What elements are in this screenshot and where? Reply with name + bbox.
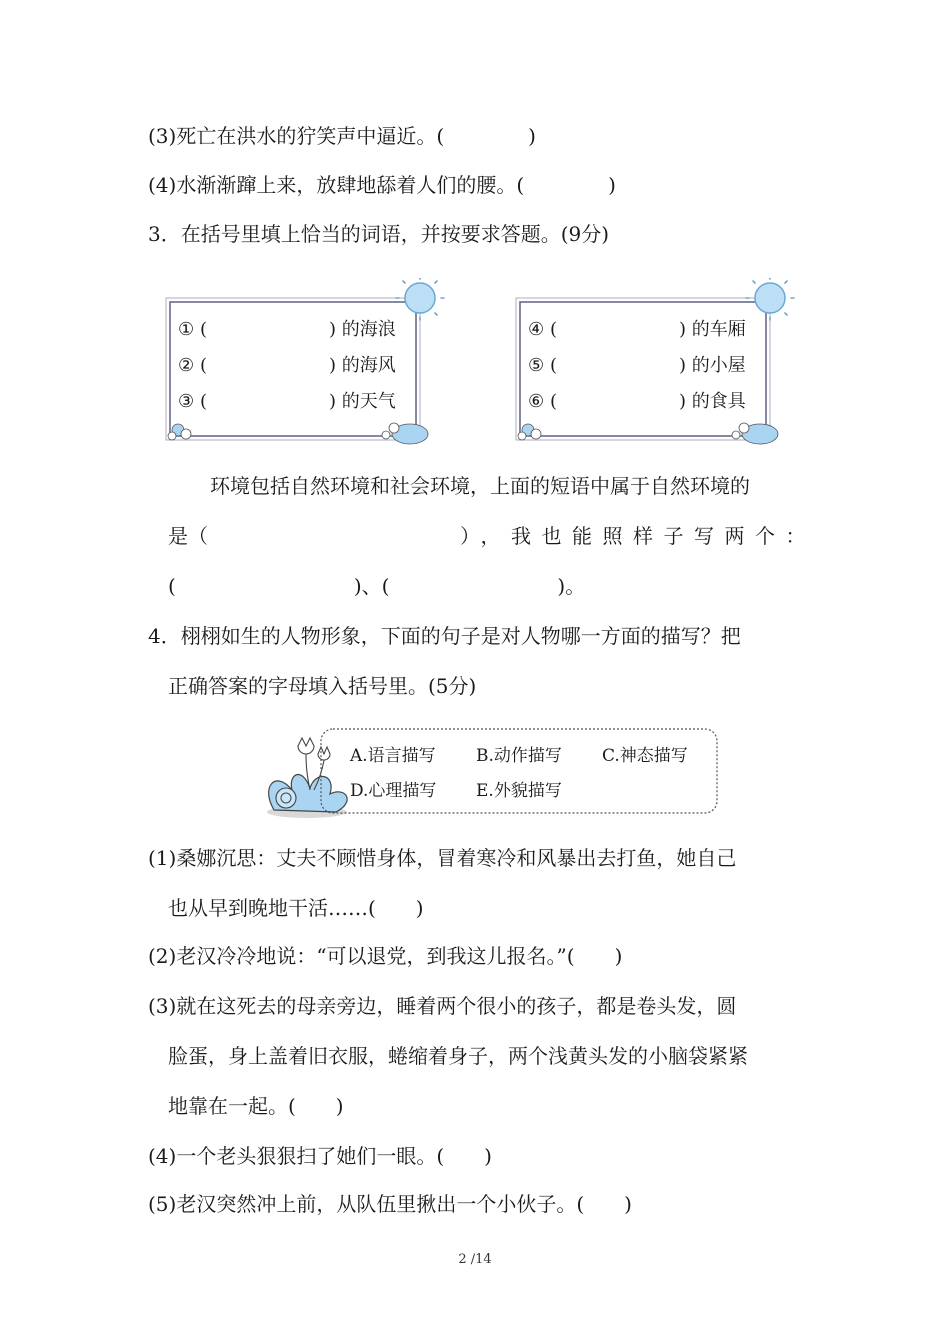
close-paren: ): [528, 124, 536, 148]
question-3-title: 3．在括号里填上恰当的词语，并按要求答题。(9分): [148, 222, 610, 246]
item-4-top: [148, 175, 616, 195]
phrase-board-left: [164, 278, 434, 448]
choice-b: B.动作描写: [476, 746, 562, 766]
choices-box-border: [320, 728, 718, 814]
q4-item-3-line-1: (3)就在这死去的母亲旁边，睡着两个很小的孩子，都是卷头发，圆: [148, 994, 737, 1018]
choice-a: A.语言描写: [350, 746, 436, 766]
phrase-6: ⑥ ( ) 的食具: [528, 391, 746, 412]
cloud-icon: [382, 423, 428, 444]
q4-item-1-line-1: (1)桑娜沉思：丈夫不顾惜身体，冒着寒冷和风暴出去打鱼，她自己: [148, 846, 737, 870]
item-text: (3)死亡在洪水的狞笑声中逼近。(: [148, 124, 445, 148]
phrase-board-right: [514, 278, 784, 448]
phrase-2: ② ( ) 的海风: [178, 355, 396, 376]
q4-item-4: (4)一个老头狠狠扫了她们一眼。( ): [148, 1144, 492, 1168]
question-4-title-line-2: 正确答案的字母填入括号里。(5分): [168, 674, 477, 698]
phrase-4: ④ ( ) 的车厢: [528, 319, 746, 340]
item-3-top: [148, 126, 536, 146]
choice-d: D.心理描写: [350, 781, 437, 801]
cloud-icon: [732, 423, 778, 444]
phrase-3: ③ ( ) 的天气: [178, 391, 396, 412]
q3-para-line-3: ( )、( )。: [168, 574, 586, 598]
phrase-5: ⑤ ( ) 的小屋: [528, 355, 746, 376]
q3-para-line-1: 环境包括自然环境和社会环境，上面的短语中属于自然环境的: [210, 474, 750, 498]
question-4-title-line-1: 4．栩栩如生的人物形象，下面的句子是对人物哪一方面的描写？把: [148, 624, 741, 648]
choice-e: E.外貌描写: [476, 781, 562, 801]
sun-icon: [396, 278, 444, 320]
q4-item-5: (5)老汉突然冲上前，从队伍里揪出一个小伙子。( ): [148, 1192, 632, 1216]
answer-choices-box: [320, 728, 718, 814]
flower-icon: [518, 424, 541, 440]
q4-item-3-line-3: 地靠在一起。( ): [168, 1094, 344, 1118]
q4-item-3-line-2: 脸蛋，身上盖着旧衣服，蜷缩着身子，两个浅黄头发的小脑袋紧紧: [168, 1044, 748, 1068]
choice-c: C.神态描写: [602, 746, 688, 766]
page-number: 2 /14: [458, 1252, 492, 1267]
flower-icon: [168, 424, 191, 440]
phrase-1: ① ( ) 的海浪: [178, 319, 396, 340]
q3-para-line-2: 是（ ），我也能照样子写两个：: [168, 524, 816, 548]
q4-item-1-line-2: 也从早到晚地干活……( ): [168, 896, 424, 920]
q4-item-2: (2)老汉冷冷地说：“可以退党，到我这儿报名。”( ): [148, 944, 623, 968]
item-text: (4)水渐渐蹿上来，放肆地舔着人们的腰。(: [148, 173, 525, 197]
close-paren: ): [608, 173, 616, 197]
sun-icon: [746, 278, 794, 320]
